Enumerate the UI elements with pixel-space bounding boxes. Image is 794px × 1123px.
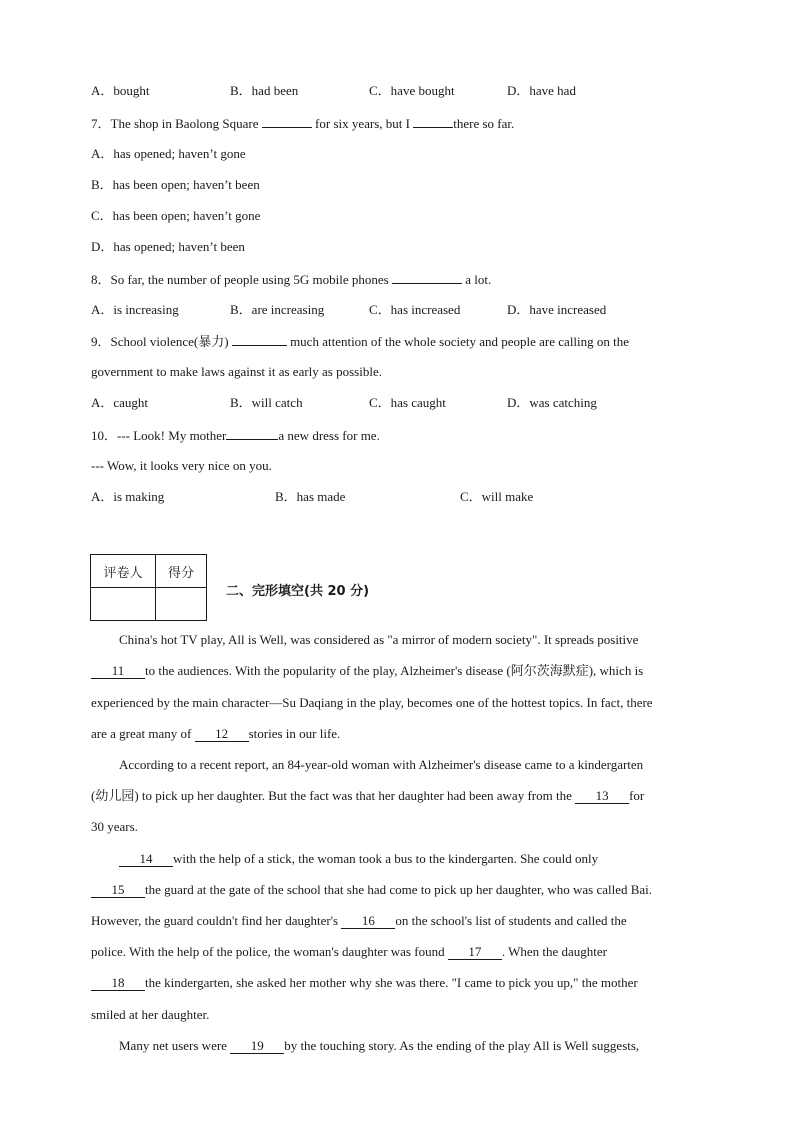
- passage-p1-line4-text1: are a great many of: [91, 726, 192, 741]
- q9-blank[interactable]: [232, 332, 287, 346]
- passage-p3-line2-text: the guard at the gate of the school that she had come to pick up her daughter, who was called Bai.: [145, 882, 653, 897]
- passage-p4-line1: [119, 1037, 639, 1055]
- passage-p4-line1-text2: by the touching story. As the ending of the play All is Well suggests,: [284, 1038, 640, 1053]
- q6-option-b[interactable]: B．had been: [230, 83, 299, 98]
- passage-p1-line4: [91, 725, 340, 743]
- q9-option-b[interactable]: B．will catch: [230, 395, 303, 410]
- passage-p2-line2: [91, 787, 644, 805]
- q7-blank-2[interactable]: [413, 114, 453, 128]
- passage-p1-line1: China's hot TV play, All is Well, was considered as "a mirror of modern society". It spreads positive: [119, 632, 639, 647]
- blank-18[interactable]: 18: [91, 976, 145, 991]
- q9-option-d[interactable]: D．was catching: [507, 395, 597, 410]
- q8-option-d[interactable]: D．have increased: [507, 302, 607, 317]
- q8-text-1: 8．So far, the number of people using 5G mobile phones: [91, 272, 389, 287]
- blank-16[interactable]: 16: [341, 914, 395, 929]
- q10-option-b[interactable]: B．has made: [275, 489, 346, 504]
- q10-text-1: 10．--- Look! My mother: [91, 428, 227, 443]
- blank-17[interactable]: 17: [448, 945, 502, 960]
- q9-option-a[interactable]: A．caught: [91, 395, 149, 410]
- q8-stem: [91, 270, 491, 289]
- q9-text-2: much attention of the whole society and people are calling on the: [290, 334, 630, 349]
- passage-p2-line3: 30 years.: [91, 819, 138, 834]
- section-title: 二、完形填空(共 20 分): [226, 584, 370, 599]
- passage-p3-line4: [91, 943, 607, 961]
- q9-option-c[interactable]: C．has caught: [369, 395, 446, 410]
- passage-p1-line4-text2: stories in our life.: [248, 726, 341, 741]
- passage-p3-line3: [91, 912, 627, 930]
- passage-p3-line1: [119, 850, 598, 868]
- score-header: 得分: [156, 555, 207, 588]
- q8-option-a[interactable]: A．is increasing: [91, 302, 179, 317]
- q9-stem: [91, 332, 629, 351]
- q10-option-c[interactable]: C．will make: [460, 489, 534, 504]
- q9-stem-line2: government to make laws against it as early as possible.: [91, 364, 382, 379]
- q7-option-a[interactable]: A．has opened; haven’t gone: [91, 146, 246, 161]
- q6-option-c[interactable]: C．have bought: [369, 83, 455, 98]
- passage-p3-line2: [91, 881, 652, 899]
- q8-option-c[interactable]: C．has increased: [369, 302, 461, 317]
- q10-reply: --- Wow, it looks very nice on you.: [91, 458, 272, 473]
- passage-p3-line5: [91, 974, 638, 992]
- passage-p2-line1: According to a recent report, an 84-year-old woman with Alzheimer's disease came to a kindergarten: [119, 757, 644, 772]
- q10-blank[interactable]: [226, 426, 278, 440]
- blank-12[interactable]: 12: [195, 727, 249, 742]
- passage-p3-line4-text2: . When the daughter: [501, 944, 607, 959]
- score-table: [90, 554, 207, 621]
- q8-text-2: a lot.: [465, 272, 492, 287]
- q9-text-1: 9．School violence(暴力): [91, 334, 229, 349]
- blank-11[interactable]: 11: [91, 664, 145, 679]
- passage-p2-line2-text2: for: [629, 788, 645, 803]
- passage-p4-line1-text1: Many net users were: [119, 1038, 227, 1053]
- passage-p1-line3: experienced by the main character—Su Daqiang in the play, becomes one of the hottest topics. In fact, there: [91, 695, 653, 710]
- q7-text-1: 7．The shop in Baolong Square: [91, 116, 259, 131]
- q10-text-2: a new dress for me.: [278, 428, 380, 443]
- q8-option-b[interactable]: B．are increasing: [230, 302, 325, 317]
- passage-p1-line2-text: to the audiences. With the popularity of the play, Alzheimer's disease (阿尔茨海默症), which is: [145, 663, 644, 678]
- reviewer-cell[interactable]: [91, 588, 156, 621]
- blank-14[interactable]: 14: [119, 852, 173, 867]
- passage-p3-line6: smiled at her daughter.: [91, 1007, 210, 1022]
- q7-option-d[interactable]: D．has opened; haven’t been: [91, 239, 245, 254]
- q7-stem: [91, 114, 514, 133]
- passage-p2-line2-text1: (幼儿园) to pick up her daughter. But the fact was that her daughter had been away from the: [91, 788, 572, 803]
- q10-stem: [91, 426, 380, 445]
- q6-option-d[interactable]: D．have had: [507, 83, 576, 98]
- q7-option-b[interactable]: B．has been open; haven’t been: [91, 177, 260, 192]
- q7-text-2: for six years, but I: [315, 116, 410, 131]
- q7-text-3: there so far.: [453, 116, 515, 131]
- score-cell[interactable]: [156, 588, 207, 621]
- blank-15[interactable]: 15: [91, 883, 145, 898]
- q10-option-a[interactable]: A．is making: [91, 489, 165, 504]
- blank-13[interactable]: 13: [575, 789, 629, 804]
- passage-p3-line3-text1: However, the guard couldn't find her daughter's: [91, 913, 339, 928]
- q8-blank[interactable]: [392, 270, 462, 284]
- blank-19[interactable]: 19: [230, 1039, 284, 1054]
- q6-option-a[interactable]: A．bought: [91, 83, 150, 98]
- q7-option-c[interactable]: C．has been open; haven’t gone: [91, 208, 261, 223]
- passage-p3-line1-text: with the help of a stick, the woman took a bus to the kindergarten. She could only: [173, 851, 599, 866]
- passage-p3-line3-text2: on the school's list of students and called the: [395, 913, 627, 928]
- q7-blank-1[interactable]: [262, 114, 312, 128]
- passage-p1-line2: [91, 662, 643, 680]
- passage-p3-line4-text1: police. With the help of the police, the woman's daughter was found: [91, 944, 445, 959]
- passage-p3-line5-text: the kindergarten, she asked her mother why she was there. "I came to pick you up," the mother: [145, 975, 638, 990]
- reviewer-header: 评卷人: [91, 555, 156, 588]
